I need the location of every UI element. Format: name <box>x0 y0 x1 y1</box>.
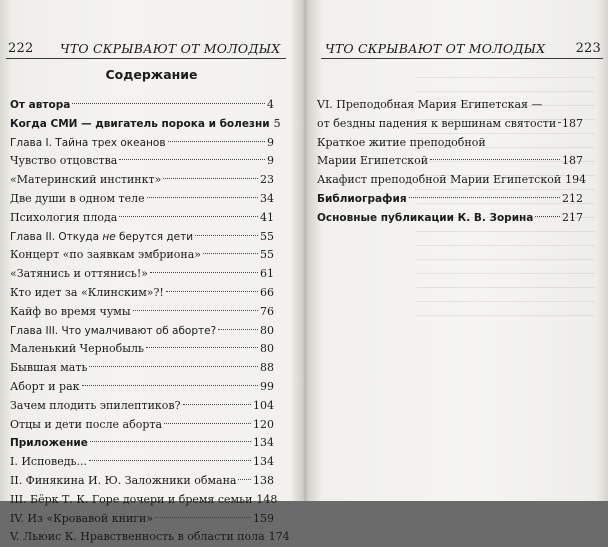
toc-entry <box>10 284 274 303</box>
toc-entry <box>10 134 274 153</box>
toc-entry-text: Основные публикации К. В. Зорина <box>317 211 534 224</box>
toc-entry-text: Психология плода <box>10 210 118 224</box>
toc-entry-title <box>10 303 131 322</box>
toc-entry-title <box>10 190 145 209</box>
toc-entry-text: Приложение <box>10 437 88 450</box>
leader-dots <box>89 366 258 367</box>
toc-entry-title <box>10 209 117 228</box>
toc-entry-page: 148 <box>256 492 278 506</box>
toc-entry <box>10 152 274 171</box>
leader-dots <box>72 103 265 104</box>
toc-entry-page: 66 <box>260 285 274 299</box>
toc-entry <box>10 190 274 209</box>
toc-entry <box>10 171 274 190</box>
toc-entry-page: 55 <box>260 229 274 243</box>
toc-entry-page: 61 <box>260 267 274 281</box>
leader-dots <box>155 517 251 518</box>
toc-entry-title <box>317 209 533 228</box>
toc-entry-page: 99 <box>260 379 274 393</box>
toc-entry-emphasis: не <box>102 230 116 243</box>
toc-entry <box>10 416 274 435</box>
toc-entry-page: 34 <box>260 191 274 205</box>
toc-entry <box>10 96 274 115</box>
toc-entry-page: 88 <box>260 361 274 375</box>
toc-entry <box>10 246 274 265</box>
right-page-number: 223 <box>575 41 601 56</box>
toc-entry-text: Маленький Чернобыль <box>10 342 145 356</box>
leader-dots <box>168 141 265 142</box>
toc-entry-title <box>317 171 561 190</box>
leader-dots <box>164 423 251 424</box>
right-page <box>305 0 608 501</box>
toc-entry-title <box>10 528 265 547</box>
toc-entry-title <box>10 397 181 416</box>
toc-entry-text: Зачем плодить эпилептиков? <box>10 398 181 412</box>
toc-entry <box>10 510 274 529</box>
toc-entry-page: 80 <box>260 342 274 356</box>
toc-entry-page: 5 <box>273 116 281 130</box>
toc-entry-title <box>317 190 407 209</box>
leader-dots <box>90 441 251 442</box>
left-page-number: 222 <box>8 41 34 56</box>
toc-entry-text: Чувство отцовства <box>10 154 118 168</box>
toc-entry-title <box>10 246 201 265</box>
leader-dots <box>89 460 251 461</box>
toc-entry-page: 104 <box>253 398 274 412</box>
toc-entry-page: 159 <box>253 511 274 525</box>
toc-entry-title <box>10 322 216 341</box>
toc-entry-title <box>10 472 236 491</box>
toc-entry-text: Бывшая мать <box>10 361 88 375</box>
toc-title: Содержание <box>105 67 198 82</box>
toc-entry-text: Концерт «по заявкам эмбриона» <box>10 248 201 262</box>
toc-entry-text: Отцы и дети после аборта <box>10 417 163 431</box>
toc-entry-page: 217 <box>562 210 583 224</box>
toc-entry <box>10 303 274 322</box>
toc-entry-page: 187 <box>562 116 583 130</box>
left-page <box>0 0 303 544</box>
leader-dots <box>558 122 560 123</box>
toc-entry <box>317 96 583 134</box>
toc-entry-text: Марии Египетской <box>317 154 429 168</box>
toc-entry <box>10 322 274 341</box>
toc-entry-title <box>10 228 193 247</box>
toc-entry-text: «Материнский инстинкт» <box>10 173 162 187</box>
toc-entry-page: 138 <box>253 473 274 487</box>
toc-entry-text: Кто идет за «Клинским»?! <box>10 285 164 299</box>
toc-entry-title <box>10 265 148 284</box>
toc-entry-title <box>10 416 162 435</box>
right-running-title: ЧТО СКРЫВАЮТ ОТ МОЛОДЫХ <box>325 41 546 56</box>
toc-entry <box>317 134 583 172</box>
leader-dots <box>166 291 258 292</box>
leader-dots <box>150 272 258 273</box>
toc-entry-text: от бездны падения к вершинам святости <box>317 116 557 130</box>
toc-entry <box>10 434 274 453</box>
toc-entry <box>317 190 583 209</box>
toc-entry-title <box>10 359 87 378</box>
leader-dots <box>82 385 258 386</box>
leader-dots <box>183 404 251 405</box>
leader-dots <box>163 178 258 179</box>
leader-dots <box>218 329 258 330</box>
toc-entry-text: Кайф во время чумы <box>10 304 131 318</box>
leader-dots <box>409 197 560 198</box>
toc-entry <box>10 115 281 134</box>
toc-entry-title <box>10 134 166 153</box>
toc-entry <box>317 171 587 190</box>
toc-entry <box>10 228 274 247</box>
toc-entry-text: Библиография <box>317 192 407 205</box>
leader-dots <box>146 347 258 348</box>
toc-entry-title <box>10 510 153 529</box>
toc-entry-first-line: VI. Преподобная Мария Египетская — <box>317 98 543 111</box>
toc-entry-text: берутся дети <box>115 230 194 243</box>
toc-entry-title <box>10 115 270 134</box>
toc-entry-text: Глава III. Что умалчивают об аборте? <box>10 324 217 337</box>
leader-dots <box>535 216 560 217</box>
toc-entry <box>317 209 583 228</box>
leader-dots <box>238 479 251 480</box>
right-header-rule <box>321 58 603 59</box>
toc-entry <box>10 378 274 397</box>
toc-entry-title <box>10 453 87 472</box>
leader-dots <box>147 197 258 198</box>
toc-entry <box>10 340 274 359</box>
toc-entry <box>10 209 274 228</box>
leader-dots <box>195 235 258 236</box>
toc-entry-page: 4 <box>267 98 274 111</box>
toc-entry-page: 23 <box>260 173 274 187</box>
left-running-title: ЧТО СКРЫВАЮТ ОТ МОЛОДЫХ <box>60 41 281 56</box>
leader-dots <box>430 159 560 160</box>
toc-entry-page: 9 <box>267 135 274 149</box>
toc-entry-page: 187 <box>562 154 583 168</box>
toc-entry-first-line: Краткое житие преподобной <box>317 135 486 149</box>
toc-entry-text: I. Исповедь... <box>10 455 87 469</box>
toc-entry <box>10 397 274 416</box>
toc-entry-text: Глава I. Тайна трех океанов <box>10 136 166 149</box>
toc-entry-text: IV. Из «Кровавой книги» <box>10 511 154 525</box>
leader-dots <box>133 310 258 311</box>
right-running-head <box>319 41 601 57</box>
right-toc-list <box>317 96 587 228</box>
leader-dots <box>119 159 265 160</box>
toc-entry-title <box>10 171 161 190</box>
toc-entry-page: 9 <box>267 154 274 168</box>
toc-entry-text: «Затянись и оттянись!» <box>10 267 148 281</box>
toc-entry-text: Аборт и рак <box>10 379 80 393</box>
toc-entry <box>10 491 278 510</box>
toc-entry <box>10 359 274 378</box>
toc-entry-page: 134 <box>253 455 274 469</box>
toc-entry-title <box>10 96 70 115</box>
toc-entry-text: V. Льюис К. Нравственность в области пола <box>10 530 265 544</box>
toc-entry-title <box>10 340 144 359</box>
toc-entry-title <box>10 152 117 171</box>
toc-entry-page: 134 <box>253 436 274 450</box>
toc-entry-text: Акафист преподобной Марии Египетской <box>317 173 562 187</box>
toc-entry-page: 76 <box>260 304 274 318</box>
toc-entry-text: От автора <box>10 99 71 111</box>
left-toc-list <box>10 96 290 547</box>
toc-entry-page: 174 <box>268 530 290 544</box>
left-running-head <box>8 41 284 57</box>
toc-entry-text: Глава II. Откуда <box>10 230 103 243</box>
toc-entry-title <box>317 152 428 171</box>
toc-entry-text: Две души в одном теле <box>10 191 145 205</box>
toc-entry-page: 41 <box>260 210 274 224</box>
toc-entry-text: Когда СМИ — двигатель порока и болезни <box>10 117 270 130</box>
toc-entry <box>10 528 290 547</box>
toc-entry-text: III. Бёрк Т. К. Горе дочери и бремя семьи <box>10 492 253 506</box>
toc-entry-title <box>10 491 252 510</box>
toc-entry-page: 194 <box>565 173 587 187</box>
toc-entry-title <box>10 434 88 453</box>
leader-dots <box>203 253 258 254</box>
toc-entry-title <box>10 378 80 397</box>
toc-entry-page: 80 <box>260 323 274 337</box>
toc-entry-page: 212 <box>562 191 583 205</box>
toc-entry <box>10 453 274 472</box>
leader-dots <box>119 216 258 217</box>
toc-entry <box>10 472 274 491</box>
left-header-rule <box>6 58 286 59</box>
toc-entry-page: 55 <box>260 248 274 262</box>
toc-entry-page: 120 <box>253 417 274 431</box>
toc-entry-title <box>10 284 164 303</box>
toc-entry-title <box>317 115 556 134</box>
toc-entry <box>10 265 274 284</box>
toc-entry-text: II. Финякина И. Ю. Заложники обмана <box>10 473 237 487</box>
